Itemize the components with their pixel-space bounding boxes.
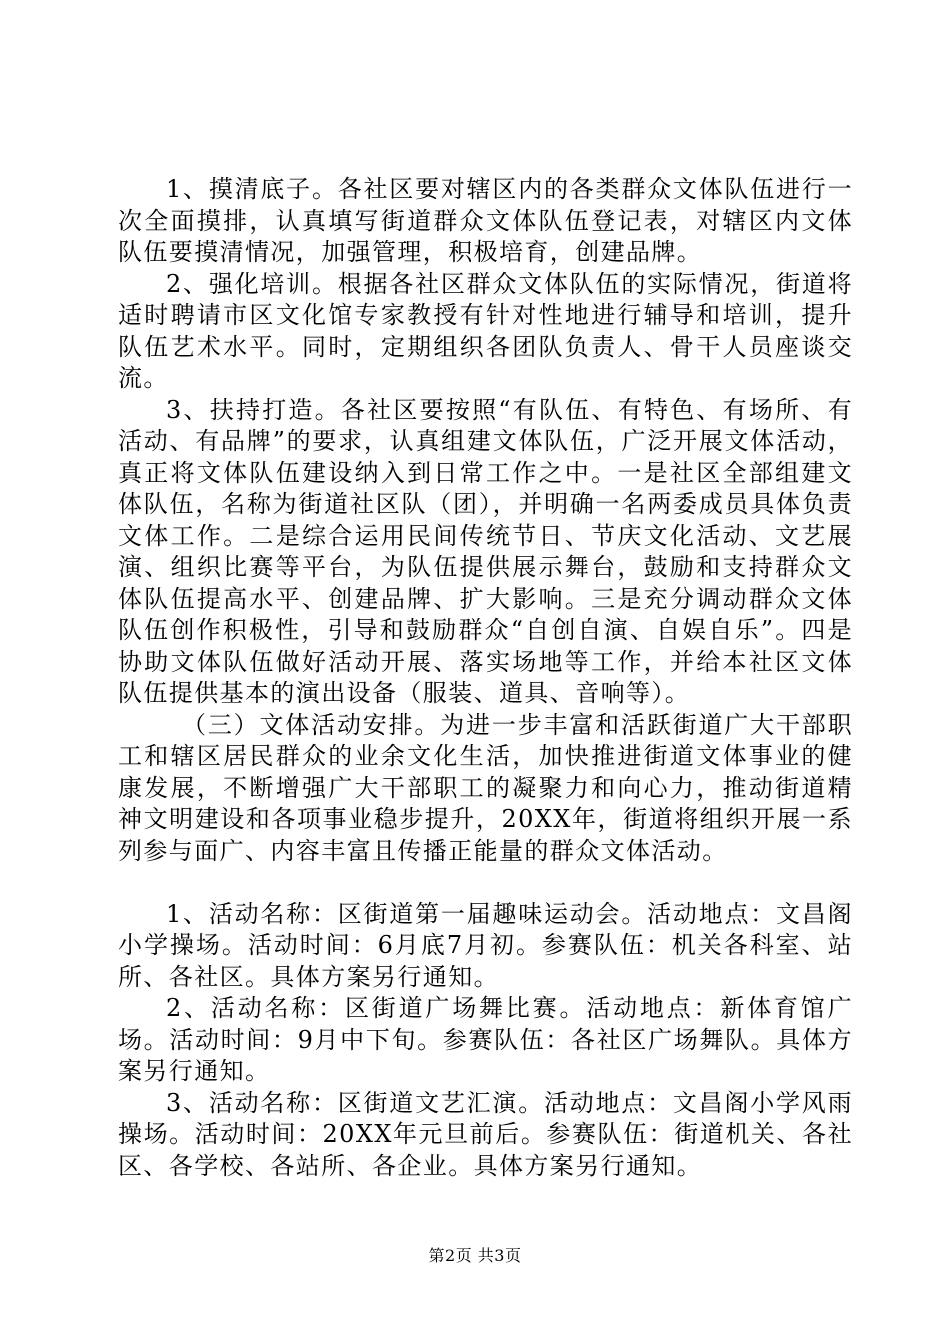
paragraph-activity-art-show: 3、活动名称：区街道文艺汇演。活动地点：文昌阁小学风雨操场。活动时间：20XX年元旦前后。参赛队伍：街道机关、各社区、各学校、各站所、各企业。具体方案另行通知。 (118, 1088, 853, 1180)
paragraph-support: 3、扶持打造。各社区要按照“有队伍、有特色、有场所、有活动、有品牌”的要求，认真组建文体队伍，广泛开展文体活动，真正将文体队伍建设纳入到日常工作之中。一是社区全部组建文体队伍，名称为街道社区队（团），并明确一名两委成员具体负责文体工作。二是综合运用民间传统节日、节庆文化活动、文艺展演、组织比赛等平台，为队伍提供展示舞台，鼓励和支持群众文体队伍提高水平、创建品牌、扩大影响。三是充分调动群众文体队伍创作积极性，引导和鼓励群众“自创自演、自娱自乐”。四是协助文体队伍做好活动开展、落实场地等工作，并给本社区文体队伍提供基本的演出设备（服装、道具、音响等）。 (118, 395, 853, 707)
paragraph-survey: 1、摸清底子。各社区要对辖区内的各类群众文体队伍进行一次全面摸排，认真填写街道群众文体队伍登记表，对辖区内文体队伍要摸清情况，加强管理，积极培育，创建品牌。 (118, 175, 853, 266)
page-number-footer: 第2页 共3页 (428, 1246, 522, 1265)
paragraph-activity-sports-meet: 1、活动名称：区街道第一届趣味运动会。活动地点：文昌阁小学操场。活动时间：6月底7月初。参赛队伍：机关各科室、站所、各社区。具体方案另行通知。 (118, 899, 853, 991)
paragraph-training: 2、强化培训。根据各社区群众文体队伍的实际情况，街道将适时聘请市区文化馆专家教授有针对性地进行辅导和培训，提升队伍艺术水平。同时，定期组织各团队负责人、骨干人员座谈交流。 (118, 269, 853, 392)
paragraph-spacer (118, 867, 853, 899)
paragraph-activity-square-dance: 2、活动名称：区街道广场舞比赛。活动地点：新体育馆广场。活动时间：9月中下旬。参赛队伍：各社区广场舞队。具体方案另行通知。 (118, 994, 853, 1085)
document-body (118, 174, 853, 1182)
paragraph-activity-arrangement: （三）文体活动安排。为进一步丰富和活跃街道广大干部职工和辖区居民群众的业余文化生活，加快推进街道文体事业的健康发展，不断增强广大干部职工的凝聚力和向心力，推动街道精神文明建设和各项事业稳步提升，20XX年，街道将组织开展一系列参与面广、内容丰富且传播正能量的群众文体活动。 (118, 710, 853, 865)
